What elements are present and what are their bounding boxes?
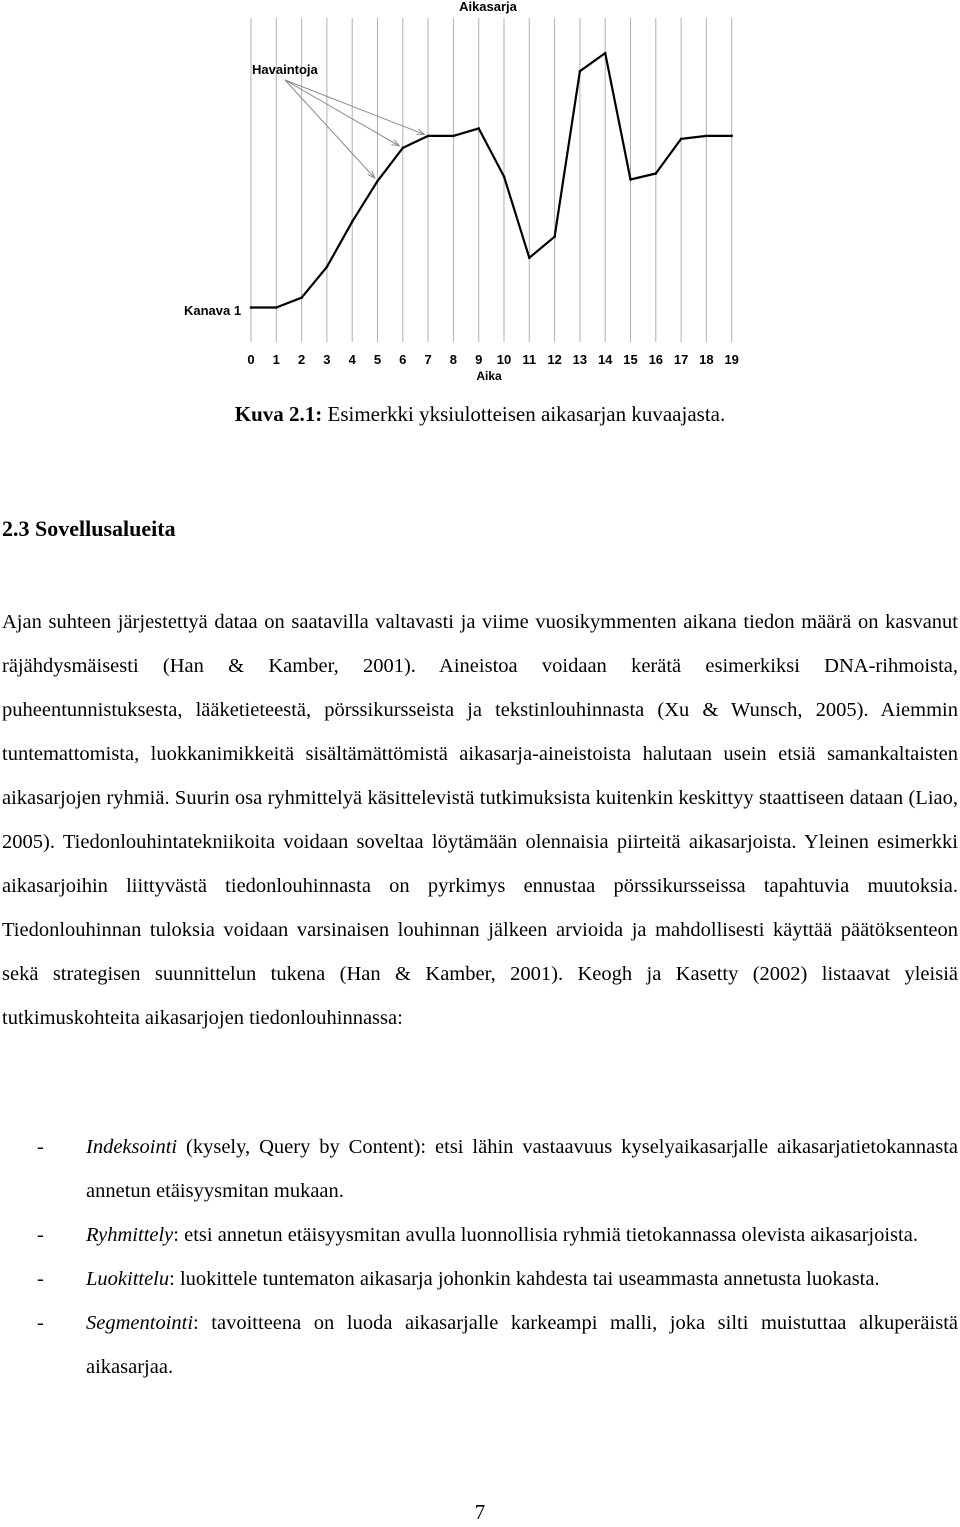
- x-tick-10: 10: [496, 352, 512, 367]
- data-points: [250, 52, 733, 309]
- list-item-term: Indeksointi: [86, 1136, 178, 1158]
- data-point-10: [503, 175, 506, 178]
- annotation-label: Havaintoja: [252, 62, 318, 77]
- section-heading: 2.3 Sovellusalueita: [2, 516, 176, 541]
- x-tick-8: 8: [449, 352, 458, 367]
- series-line: [251, 53, 732, 307]
- list-item-text: (kysely, Query by Content): etsi lähin vastaavuus kyselyaikasarjalle aikasarjatietokannasta annetun etäisyysmitan mukaan.: [86, 1136, 958, 1202]
- data-point-11: [528, 257, 531, 260]
- list-bullet: -: [37, 1136, 44, 1158]
- list-item-term: Ryhmittely: [86, 1224, 174, 1246]
- research-topics-list: [2, 1125, 958, 1389]
- data-point-9: [477, 127, 480, 130]
- figure-caption-text: Esimerkki yksiulotteisen aikasarjan kuvaajasta.: [322, 402, 726, 426]
- page-number: 7: [474, 1500, 486, 1524]
- data-point-14: [604, 52, 607, 55]
- x-tick-18: 18: [699, 352, 714, 367]
- annotation-arrows: [285, 80, 424, 178]
- figure-caption-label: Kuva 2.1:: [234, 402, 323, 426]
- data-point-6: [402, 147, 405, 150]
- x-tick-0: 0: [247, 352, 255, 367]
- x-tick-14: 14: [597, 352, 613, 367]
- x-tick-12: 12: [547, 352, 562, 367]
- annotation-arrow-5: [285, 80, 375, 178]
- list-item: [2, 1213, 958, 1257]
- data-point-3: [326, 266, 329, 269]
- list-bullet: -: [37, 1224, 44, 1246]
- x-tick-16: 16: [648, 352, 664, 367]
- list-item-term: Luokittelu: [86, 1268, 170, 1290]
- list-item: [2, 1125, 958, 1213]
- x-tick-15: 15: [623, 352, 638, 367]
- x-tick-2: 2: [297, 352, 306, 367]
- x-tick-3: 3: [323, 352, 331, 367]
- data-point-17: [680, 138, 683, 141]
- data-point-8: [452, 135, 455, 138]
- x-tick-5: 5: [373, 352, 382, 367]
- series-label: Kanava 1: [184, 303, 242, 318]
- figure-caption: [0, 402, 960, 427]
- data-point-15: [629, 178, 632, 181]
- time-series-figure: [0, 0, 960, 390]
- data-point-16: [655, 172, 658, 175]
- x-tick-4: 4: [348, 352, 356, 367]
- list-item: [2, 1301, 958, 1389]
- list-item-term: Segmentointi: [86, 1312, 194, 1334]
- vertical-gridlines: [251, 18, 732, 342]
- data-point-12: [553, 235, 556, 238]
- list-item-text: : luokittele tuntematon aikasarja johonkin kahdesta tai useammasta annetusta luokasta.: [169, 1268, 880, 1290]
- list-item-text: : tavoitteena on luoda aikasarjalle karkeampi malli, joka silti muistuttaa alkuperäistä aikasarjaa.: [86, 1312, 958, 1378]
- chart-title: Aikasarja: [459, 0, 517, 14]
- data-point-5: [376, 180, 379, 183]
- x-tick-1: 1: [272, 352, 280, 367]
- data-point-1: [275, 306, 278, 309]
- list-bullet: -: [37, 1312, 44, 1334]
- data-point-18: [705, 135, 708, 138]
- x-tick-6: 6: [399, 352, 407, 367]
- x-axis-label: Aika: [476, 369, 502, 383]
- x-tick-labels: [247, 352, 739, 367]
- list-item-text: : etsi annetun etäisyysmitan avulla luonnollisia ryhmiä tietokannassa olevista aikasarjoista.: [173, 1224, 918, 1246]
- x-tick-11: 11: [522, 352, 537, 367]
- x-tick-7: 7: [424, 352, 432, 367]
- x-tick-9: 9: [475, 352, 483, 367]
- data-point-7: [427, 135, 430, 138]
- x-tick-19: 19: [724, 352, 739, 367]
- list-bullet: -: [37, 1268, 44, 1290]
- annotation-arrow-6: [285, 80, 399, 146]
- paragraph-text: Ajan suhteen järjestettyä dataa on saatavilla valtavasti ja viime vuosikymmenten aikana tiedon määrä on kasvanut räjähdysmäisesti (Han & Kamber, 2001). Aineistoa voidaan kerätä esimerkiksi DNA-rihmoista, puheentunnistuksesta, lääketieteestä, pörssikursseista ja tekstinlouhinnasta (Xu & Wunsch, 2005). Aiemmin tuntemattomista, luokkanimikkeitä sisältämättömistä aikasarja-aineistoista halutaan usein etsiä samankaltaisten aikasarjojen ryhmiä. Suurin osa ryhmittelyä käsittelevistä tutkimuksista kuitenkin keskittyy staattiseen dataan (Liao, 2005). Tiedonlouhintatekniikoita voidaan soveltaa löytämään olennaisia piirteitä aikasarjoista. Yleinen esimerkki aikasarjoihin liittyvästä tiedonlouhinnasta on pyrkimys ennustaa pörssikursseissa tapahtuvia muutoksia. Tiedonlouhinnan tuloksia voidaan varsinaisen louhinnan jälkeen arvioida ja mahdollisesti käyttää päätöksenteon sekä strategisen suunnittelun tukena (Han & Kamber, 2001). Keogh ja Kasetty (2002) listaavat yleisiä tutkimuskohteita aikasarjojen tiedonlouhinnassa:: [2, 611, 958, 1029]
- data-point-2: [300, 296, 303, 299]
- data-point-4: [351, 220, 354, 223]
- data-point-13: [579, 70, 582, 73]
- data-point-0: [250, 306, 253, 309]
- list-item: [2, 1257, 958, 1301]
- x-tick-17: 17: [673, 352, 689, 367]
- annotation-arrow-7: [285, 80, 424, 134]
- body-paragraph: [2, 600, 958, 1040]
- annotation-arrowhead-6: [391, 140, 399, 146]
- x-tick-13: 13: [572, 352, 588, 367]
- data-point-19: [730, 135, 733, 138]
